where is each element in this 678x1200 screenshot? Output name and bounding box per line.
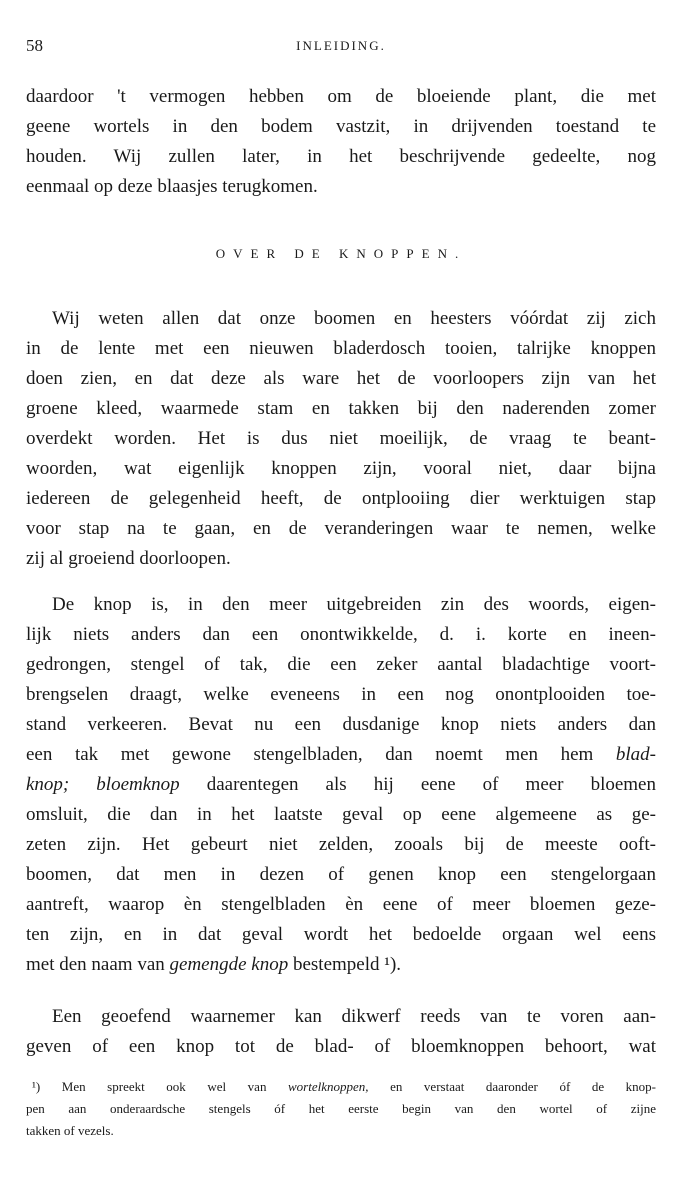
text-line: aantreft, waarop èn stengelbladen èn eene of meer bloemen geze-	[26, 894, 656, 915]
text-line: geven of een knop tot de blad- of bloemknoppen behoort, wat	[26, 1036, 656, 1057]
text-line	[26, 770, 656, 800]
text-line: houden. Wij zullen later, in het beschrijvende gedeelte, nog	[26, 146, 656, 167]
paragraph-1	[26, 304, 656, 574]
footnote	[26, 1076, 656, 1142]
footnote-line: takken of vezels.	[26, 1123, 114, 1138]
text-run: daarentegen als hij eene of meer bloemen	[179, 774, 656, 795]
text-line: doen zien, en dat deze als ware het de voorloopers zijn van het	[26, 368, 656, 389]
running-head	[26, 36, 656, 56]
italic-term: gemengde knop	[169, 954, 289, 975]
text-line	[26, 740, 656, 770]
text-run: een tak met gewone stengelbladen, dan noemt men hem	[26, 744, 616, 765]
text-run: met den naam van	[26, 954, 170, 975]
text-run: ¹) Men spreekt ook wel van	[32, 1079, 289, 1094]
text-run: bestempeld ¹).	[288, 954, 402, 975]
text-line: zij al groeiend doorloopen.	[26, 548, 231, 569]
footnote-line: pen aan onderaardsche stengels óf het eerste begin van den wortel of zijne	[26, 1101, 656, 1116]
text-line: boomen, dat men in dezen of genen knop een stengelorgaan	[26, 864, 656, 885]
page-number: 58	[26, 36, 43, 55]
text-run: en verstaat daaronder óf de knop-	[368, 1079, 656, 1094]
text-line: groene kleed, waarmede stam en takken bij den naderenden zomer	[26, 398, 656, 419]
section-heading: OVER DE KNOPPEN.	[215, 246, 467, 261]
text-line: geene wortels in den bodem vastzit, in drijvenden toestand te	[26, 116, 656, 137]
text-line: De knop is, in den meer uitgebreiden zin des woords, eigen-	[52, 594, 656, 615]
text-line: zeten zijn. Het gebeurt niet zelden, zooals bij de meeste ooft-	[26, 834, 656, 855]
text-line: woorden, wat eigenlijk knoppen zijn, vooral niet, daar bijna	[26, 458, 656, 479]
text-line: daardoor 't vermogen hebben om de bloeiende plant, die met	[26, 86, 656, 107]
text-line: Wij weten allen dat onze boomen en heesters vóórdat zij zich	[52, 308, 656, 329]
text-line: brengselen draagt, welke eveneens in een nog onontplooiden toe-	[26, 684, 656, 705]
text-line: Een geoefend waarnemer kan dikwerf reeds van te voren aan-	[52, 1006, 656, 1027]
text-line: gedrongen, stengel of tak, die een zeker aantal bladachtige voort-	[26, 654, 656, 675]
text-line	[26, 950, 656, 980]
text-line: in de lente met een nieuwen bladerdosch tooien, talrijke knoppen	[26, 338, 656, 359]
running-title: INLEIDING.	[296, 38, 386, 53]
text-line: iedereen de gelegenheid heeft, de ontplooiing dier werktuigen stap	[26, 488, 656, 509]
paragraph-2	[26, 590, 656, 980]
footnote-line	[26, 1076, 656, 1098]
text-line: omsluit, die dan in het laatste geval op eene algemeene as ge-	[26, 804, 656, 825]
intro-paragraph	[26, 82, 656, 202]
text-line: eenmaal op deze blaasjes terugkomen.	[26, 176, 318, 197]
text-line: ten zijn, en in dat geval wordt het bedoelde orgaan wel eens	[26, 924, 656, 945]
text-line: stand verkeeren. Bevat nu een dusdanige knop niets anders dan	[26, 714, 656, 735]
italic-term: knop; bloemknop	[26, 774, 180, 795]
italic-term: blad-	[615, 744, 656, 765]
text-line: overdekt worden. Het is dus niet moeilijk, de vraag te beant-	[26, 428, 656, 449]
italic-term: wortelknoppen,	[288, 1079, 369, 1094]
paragraph-3	[26, 1002, 656, 1062]
text-line: voor stap na te gaan, en de veranderingen waar te nemen, welke	[26, 518, 656, 539]
text-line: lijk niets anders dan een onontwikkelde, d. i. korte en ineen-	[26, 624, 656, 645]
